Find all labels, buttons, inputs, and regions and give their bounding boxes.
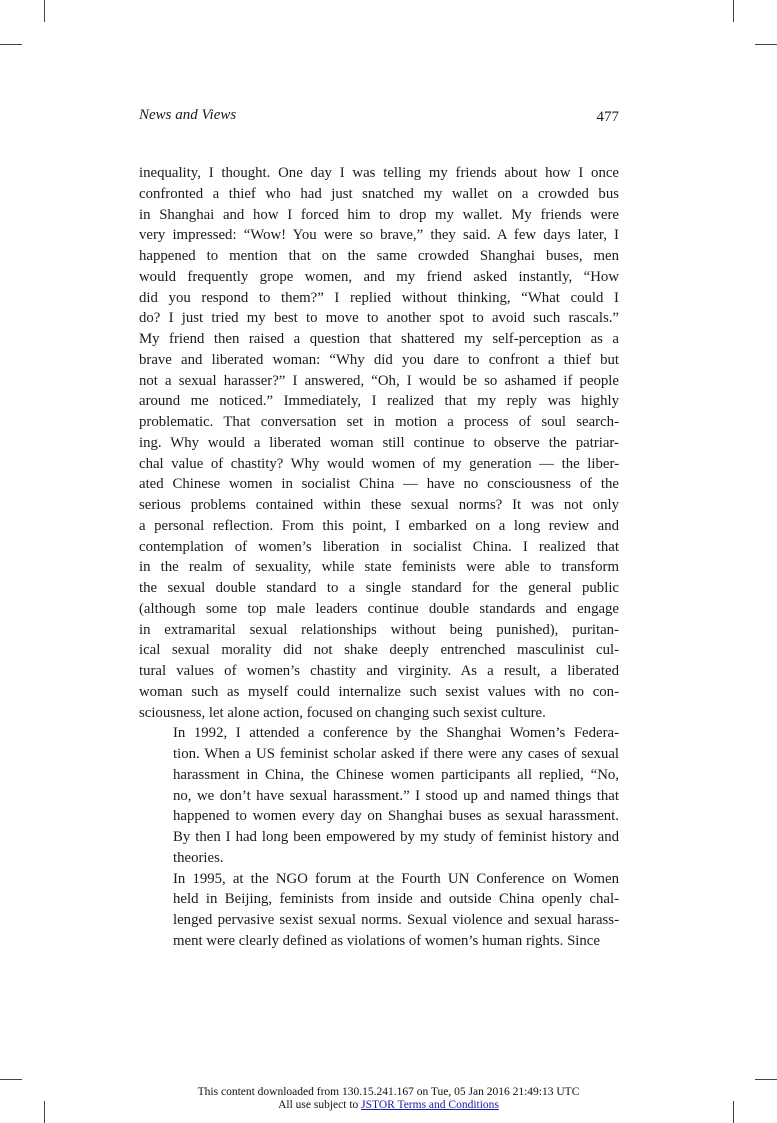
ngo-smallcaps: NGO xyxy=(275,870,308,887)
text-line: tion. When a US feminist scholar asked if there were any cases of sexual xyxy=(173,746,619,762)
text-line: harassment in China, the Chinese women participants all replied, “No, xyxy=(173,766,619,783)
text-line: in Shanghai and how I forced him to drop my wallet. My friends were xyxy=(139,206,619,223)
text-line: inequality, I thought. One day I was telling my friends about how I once xyxy=(139,165,619,181)
text-line: lenged pervasive sexist sexual norms. Sexual violence and sexual harass- xyxy=(173,912,619,928)
text-line: not a sexual harasser?” I answered, “Oh, I would be so ashamed if people xyxy=(139,372,619,389)
terms-line xyxy=(0,1099,777,1112)
text-line: sciousness, let alone action, focused on changing such sexist culture. xyxy=(139,704,546,721)
paragraph-1 xyxy=(139,163,619,723)
text-line: happened to mention that on the same crowded Shanghai buses, men xyxy=(139,248,619,264)
terms-prefix: All use subject to xyxy=(278,1099,362,1111)
text-line: brave and liberated woman: “Why did you dare to confront a thief but xyxy=(139,351,619,368)
text-line: did you respond to them?” I replied without thinking, “What could I xyxy=(139,289,619,306)
text-line: in the realm of sexuality, while state feminists were able to transform xyxy=(139,559,619,576)
text-line: the sexual double standard to a single standard for the general public xyxy=(139,580,619,596)
crop-mark-right-upper xyxy=(755,44,777,45)
running-title: News and Views xyxy=(139,107,237,123)
paragraph-2 xyxy=(139,723,619,868)
crop-mark-top-right xyxy=(733,0,734,22)
text-line: contemplation of women’s liberation in socialist China. I realized that xyxy=(139,538,619,555)
text-line: theories. xyxy=(173,849,224,866)
download-line: This content downloaded from 130.15.241.167 on Tue, 05 Jan 2016 21:49:13 UTC xyxy=(197,1086,580,1098)
article-body xyxy=(139,163,619,952)
text-line: My friend then raised a question that shattered my self-perception as a xyxy=(139,331,619,347)
text-line: ing. Why would a liberated woman still continue to observe the patriar- xyxy=(139,434,619,451)
text-line: very impressed: “Wow! You were so brave,” they said. A few days later, I xyxy=(139,227,619,244)
text-line: (although some top male leaders continue double standards and engage xyxy=(139,600,619,617)
text-line: no, we don’t have sexual harassment.” I stood up and named things that xyxy=(173,787,619,804)
text-line: a personal reflection. From this point, I embarked on a long review and xyxy=(139,517,619,534)
text-line: in extramarital sexual relationships without being punished), puritan- xyxy=(139,621,619,638)
text-line: ment were clearly defined as violations of women’s human rights. Since xyxy=(173,932,600,949)
text-line: woman such as myself could internalize such sexist values with no con- xyxy=(139,683,619,700)
text-line: serious problems contained within these sexual norms? It was not only xyxy=(139,497,619,513)
text-line: ated Chinese women in socialist China — have no consciousness of the xyxy=(139,476,619,493)
crop-mark-left-upper xyxy=(0,44,22,45)
download-notice xyxy=(0,1086,777,1112)
running-head xyxy=(139,104,619,126)
text-line: confronted a thief who had just snatched my wallet on a crowded bus xyxy=(139,185,619,202)
text-line: problematic. That conversation set in motion a process of soul search- xyxy=(139,414,619,430)
text-line: In 1992, I attended a conference by the Shanghai Women’s Federa- xyxy=(173,725,619,742)
jstor-terms-link[interactable]: JSTOR Terms and Conditions xyxy=(361,1099,499,1111)
text-line: would frequently grope women, and my friend asked instantly, “How xyxy=(139,268,619,285)
crop-mark-right-lower xyxy=(755,1079,777,1080)
text-line: tural values of women’s chastity and virginity. As a result, a liberated xyxy=(139,663,619,679)
page-number: 477 xyxy=(596,109,619,125)
text-line: held in Beijing, feminists from inside and outside China openly chal- xyxy=(173,891,619,908)
text-line: ical sexual morality did not shake deeply entrenched masculinist cul- xyxy=(139,642,619,659)
text-line: happened to women every day on Shanghai buses as sexual harassment. xyxy=(173,808,619,825)
crop-mark-left-lower xyxy=(0,1079,22,1080)
paragraph-3 xyxy=(139,869,619,952)
text-line: In 1995, at the NGO forum at the Fourth UN Conference on Women xyxy=(173,870,619,887)
text-line: By then I had long been empowered by my study of feminist history and xyxy=(173,829,619,845)
crop-mark-top-left xyxy=(44,0,45,22)
text-line: around me noticed.” Immediately, I realized that my reply was highly xyxy=(139,393,619,410)
text-line: do? I just tried my best to move to another spot to avoid such rascals.” xyxy=(139,310,619,327)
text-line: chal value of chastity? Why would women of my generation — the liber- xyxy=(139,455,619,472)
